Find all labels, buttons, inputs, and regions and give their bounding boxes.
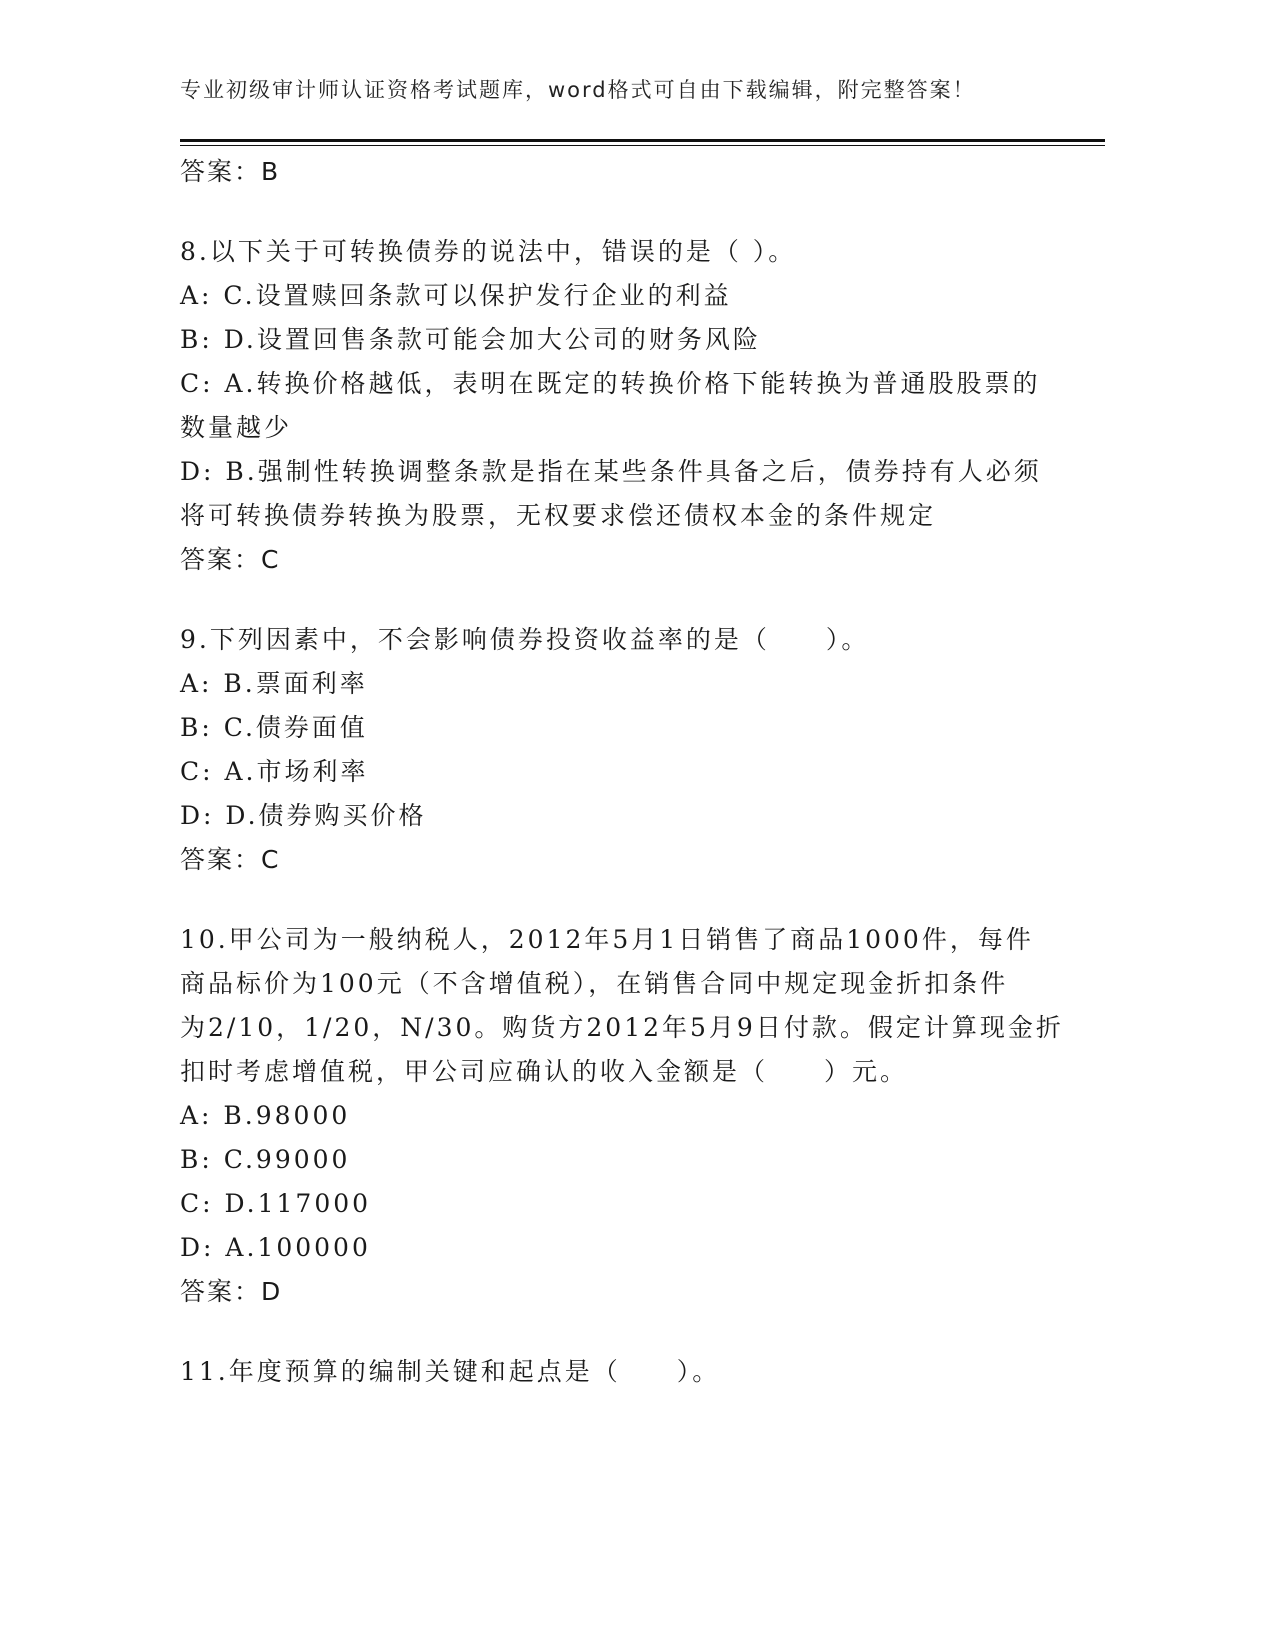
answer-line: 答案：C (180, 845, 281, 874)
question-list (180, 150, 1064, 1394)
option-line: D: A.100000 (180, 1233, 371, 1262)
question-stem: 扣时考虑增值税，甲公司应确认的收入金额是（ ）元。 (180, 1057, 909, 1086)
question-stem: 8.以下关于可转换债券的说法中，错误的是（ ）。 (180, 237, 797, 266)
option-line: B: C.99000 (180, 1145, 351, 1174)
question-stem: 为2/10，1/20，N/30。购货方2012年5月9日付款。假定计算现金折 (180, 1013, 1064, 1042)
option-line: 将可转换债券转换为股票，无权要求偿还债权本金的条件规定 (180, 501, 937, 530)
option-line: B: C.债券面值 (180, 713, 368, 742)
option-line: 数量越少 (180, 413, 293, 442)
option-line: C: A.市场利率 (180, 757, 369, 786)
answer-line: 答案：C (180, 545, 281, 574)
answer-line: 答案：B (180, 157, 281, 186)
question-stem: 11.年度预算的编制关键和起点是（ ）。 (180, 1357, 721, 1386)
question-block (180, 618, 1050, 882)
option-line: D: D.债券购买价格 (180, 801, 427, 830)
question-stem: 10.甲公司为一般纳税人，2012年5月1日销售了商品1000件，每件 (180, 925, 1034, 954)
question-stem: 商品标价为100元（不含增值税），在销售合同中规定现金折扣条件 (180, 969, 1009, 998)
option-line: A: C.设置赎回条款可以保护发行企业的利益 (180, 281, 732, 310)
answer-line: 答案：D (180, 1277, 283, 1306)
option-line: C: D.117000 (180, 1189, 372, 1218)
option-line: A: B.票面利率 (180, 669, 368, 698)
option-line: B: D.设置回售条款可能会加大公司的财务风险 (180, 325, 761, 354)
question-block (180, 230, 1050, 582)
question-block (180, 1350, 1050, 1394)
option-line: D: B.强制性转换调整条款是指在某些条件具备之后，债券持有人必须 (180, 457, 1042, 486)
header-rule-thick (180, 139, 1105, 142)
header-rule-thin (180, 145, 1105, 146)
question-stem: 9.下列因素中，不会影响债券投资收益率的是（ ）。 (180, 625, 870, 654)
option-line: C: A.转换价格越低，表明在既定的转换价格下能转换为普通股股票的 (180, 369, 1041, 398)
option-line: A: B.98000 (180, 1101, 351, 1130)
question-block (180, 918, 1064, 1314)
page-header: 专业初级审计师认证资格考试题库，word格式可自由下载编辑，附完整答案！ (180, 78, 976, 102)
